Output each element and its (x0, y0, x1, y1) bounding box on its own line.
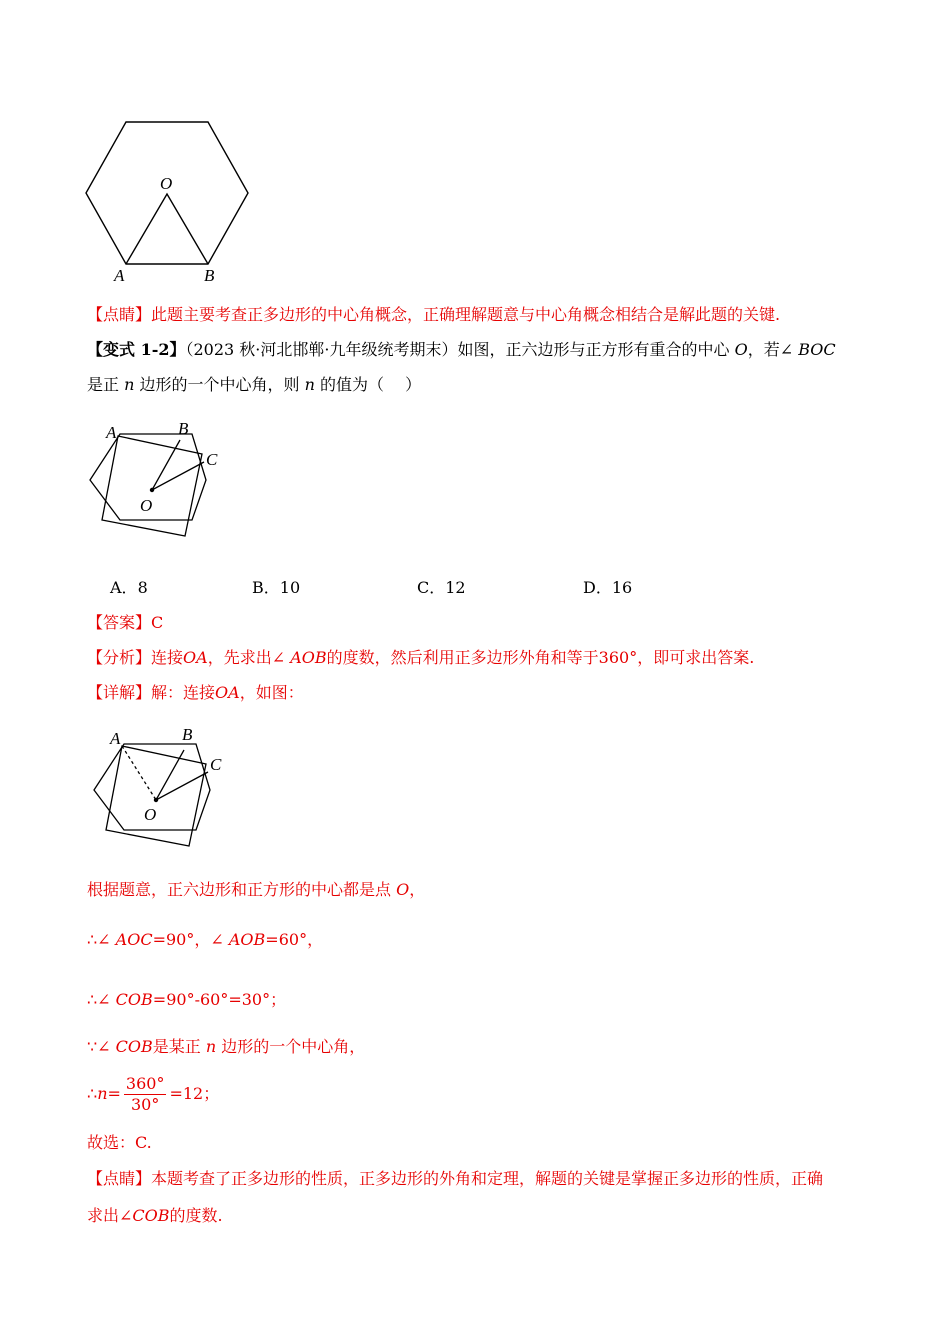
step-4-t3: 边形的一个中心角， (216, 1037, 366, 1056)
label-o: O (160, 174, 173, 193)
answer-value: C (151, 613, 164, 632)
comment-2-cob: COB (132, 1206, 170, 1225)
question-tag: 【变式 1-2】 (87, 340, 186, 359)
label-b: B (178, 419, 189, 438)
step-5-t2: = (107, 1084, 121, 1103)
step-5-n: n (97, 1084, 108, 1103)
step-2-t1: ∴∠ (87, 930, 116, 949)
option-b-letter: B． (252, 578, 280, 597)
option-a[interactable] (110, 577, 148, 599)
triangle-aob (126, 194, 208, 264)
option-c[interactable] (417, 577, 466, 599)
question-text-2b: 边形的一个中心角，则 (134, 375, 305, 394)
step-2-t3: =60°， (265, 930, 324, 949)
question-angle-boc: BOC (798, 340, 836, 359)
comment-1 (87, 304, 780, 326)
point-o (150, 488, 154, 492)
detail-t2: ，如图： (239, 683, 304, 702)
options-row (110, 577, 810, 599)
question-text-1: （2023 秋·河北邯郸·九年级统考期末）如图，正六边形与正方形有重合的中心 (185, 340, 735, 359)
step-1-t2: ， (409, 880, 426, 899)
question-var-o: O (734, 340, 748, 359)
label-c: C (206, 450, 218, 469)
comment-2-text-2a: 求出∠ (87, 1206, 133, 1225)
option-d[interactable] (583, 577, 632, 599)
step-5 (87, 1072, 219, 1116)
step-3 (87, 989, 286, 1011)
option-b[interactable] (252, 577, 300, 599)
option-a-value: 8 (137, 578, 148, 597)
answer-line (87, 612, 163, 634)
hexagon-square-dashed-figure (84, 716, 234, 866)
question-var-n2: n (304, 375, 315, 394)
dashed-oa (122, 746, 156, 800)
comment-2-tag: 【点睛】 (87, 1169, 152, 1188)
comment-1-text: 此题主要考查正多边形的中心角概念，正确理解题意与中心角概念相结合是解此题的关键. (151, 305, 781, 324)
step-1-t1: 根据题意，正六边形和正方形的中心都是点 (87, 880, 397, 899)
option-c-value: 12 (445, 578, 466, 597)
option-a-letter: A． (110, 578, 138, 597)
step-2-aob: AOB (228, 930, 266, 949)
label-a: A (114, 266, 125, 285)
fraction-numerator: 360° (125, 1074, 165, 1093)
step-3-t2: =90°-60°=30°； (152, 990, 287, 1009)
step-4-n: n (205, 1037, 217, 1056)
option-c-letter: C． (417, 578, 446, 597)
question-text-2a: 是正 (87, 375, 125, 394)
question-line-2 (87, 374, 421, 396)
detail-oa: OA (215, 683, 240, 702)
square-shape-3 (106, 746, 206, 846)
fraction-denominator: 30° (131, 1095, 160, 1114)
question-text-1b: ，若∠ (747, 340, 799, 359)
analysis-deg: 360° (598, 648, 638, 667)
option-d-letter: D． (583, 578, 612, 597)
step-2-t2: =90°，∠ (152, 930, 229, 949)
analysis-line (87, 647, 754, 669)
analysis-tag: 【分析】 (87, 648, 152, 667)
comment-2-text-1: 本题考查了正多边形的性质，正多边形的外角和定理，解题的关键是掌握正多边形的性质，正确 (151, 1169, 824, 1188)
question-text-2c: 的值为（ ） (314, 375, 422, 394)
step-1 (87, 879, 425, 901)
hexagon-shape-2 (102, 436, 202, 536)
label-c: C (210, 755, 222, 774)
comment-2-line-1 (87, 1168, 823, 1190)
analysis-oa: OA (183, 648, 208, 667)
step-5-t1: ∴ (87, 1084, 98, 1103)
analysis-t1: 连接 (151, 648, 184, 667)
step-2 (87, 929, 323, 951)
comment-2-text-2b: 的度数. (169, 1206, 223, 1225)
step-5-t3: =12； (169, 1084, 220, 1103)
hexagon-figure (80, 110, 260, 290)
comment-1-tag: 【点睛】 (87, 305, 152, 324)
step-4-t1: ∵∠ (87, 1037, 116, 1056)
label-o: O (140, 496, 153, 515)
analysis-t3: 的度数，然后利用正多边形外角和等于 (326, 648, 599, 667)
step-4-t2: 是某正 (152, 1037, 206, 1056)
question-line-1 (87, 339, 836, 361)
step-4 (87, 1036, 365, 1058)
comment-2-line-2 (87, 1205, 223, 1227)
label-b: B (204, 266, 215, 285)
option-d-value: 16 (611, 578, 633, 597)
hexagon-square-figure (80, 410, 230, 560)
analysis-t4: ，即可求出答案. (637, 648, 755, 667)
analysis-t2: ，先求出∠ (207, 648, 291, 667)
detail-t1: 解：连接 (151, 683, 216, 702)
step-3-t1: ∴∠ (87, 990, 116, 1009)
point-o-3 (154, 798, 158, 802)
label-o: O (144, 805, 157, 824)
step-2-aoc: AOC (115, 930, 153, 949)
answer-tag: 【答案】 (87, 613, 152, 632)
step-3-cob: COB (115, 990, 153, 1009)
step-1-o: O (396, 880, 410, 899)
conclusion: 故选：C. (87, 1133, 152, 1152)
label-a: A (110, 729, 121, 748)
option-b-value: 10 (279, 578, 301, 597)
label-b: B (182, 725, 193, 744)
question-var-n: n (124, 375, 135, 394)
detail-tag: 【详解】 (87, 683, 152, 702)
detail-line (87, 682, 304, 704)
analysis-aob: AOB (290, 648, 327, 667)
step-4-cob: COB (115, 1037, 153, 1056)
fraction (124, 1074, 167, 1115)
label-a: A (106, 423, 117, 442)
